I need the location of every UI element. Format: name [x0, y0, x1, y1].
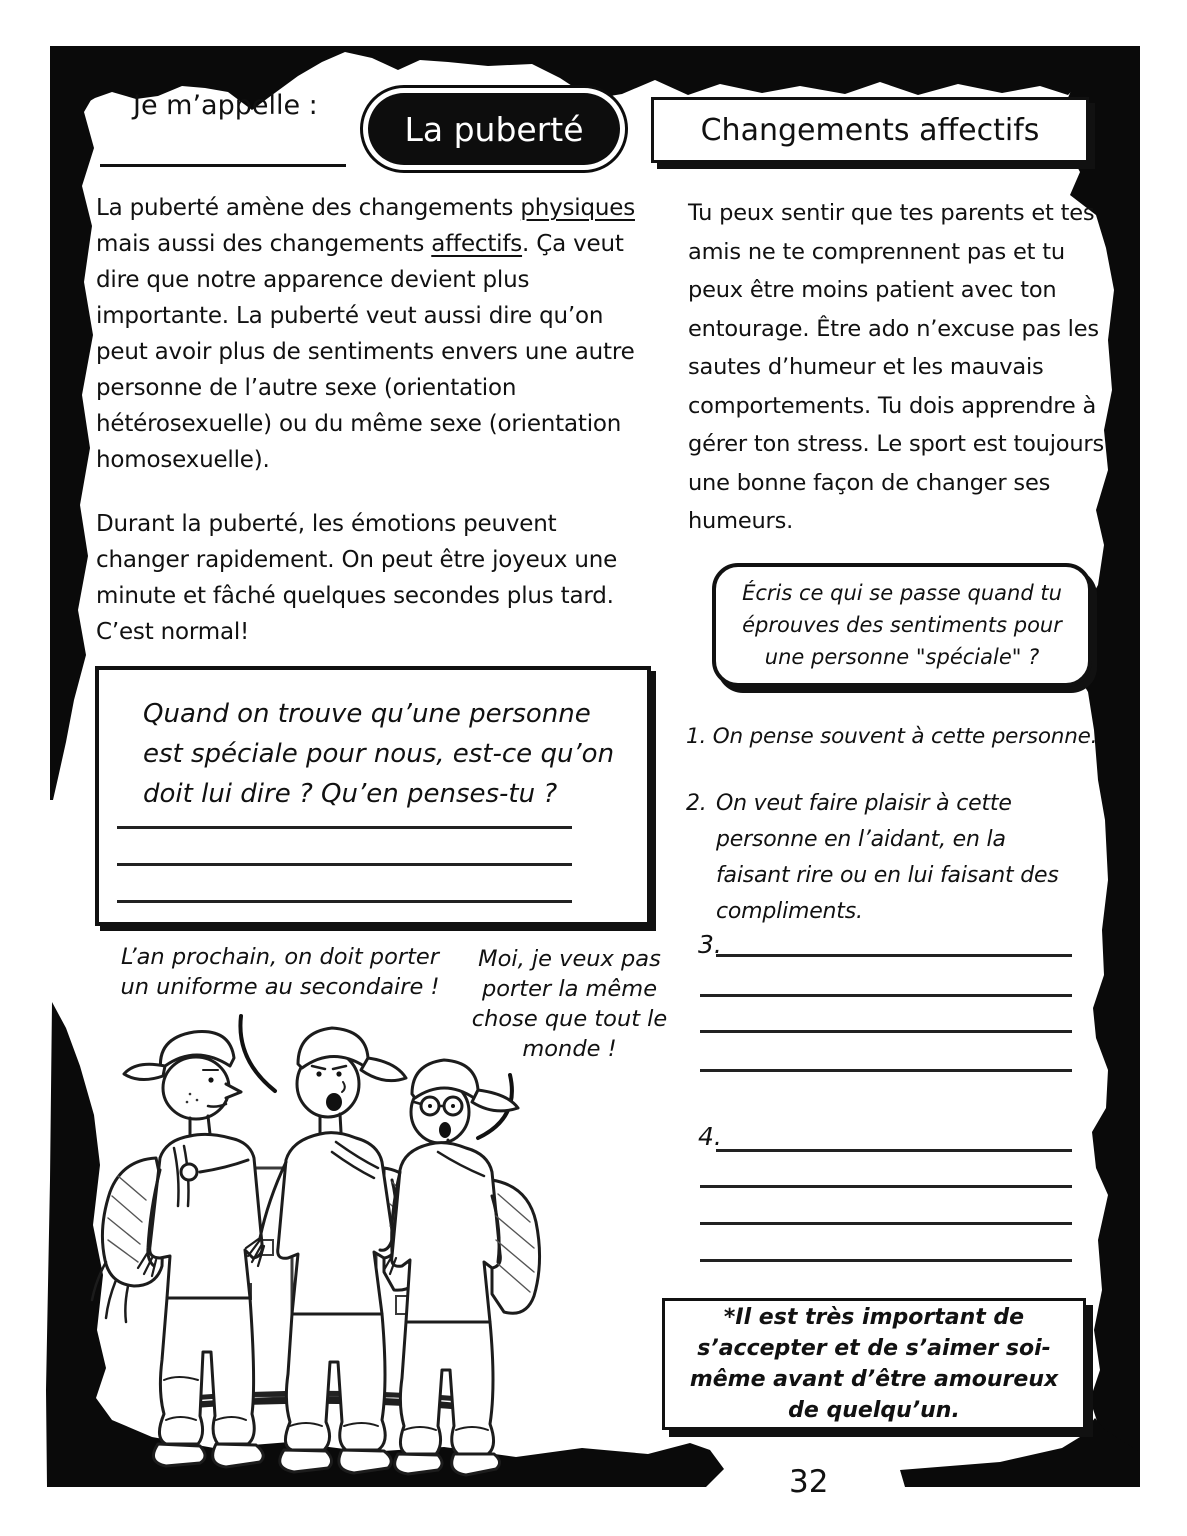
intro-text: La puberté amène des changements: [96, 195, 521, 221]
answer-line[interactable]: [700, 1069, 1072, 1072]
speech-bubble-right: Moi, je veux pas porter la même chose que tout le monde !: [471, 946, 668, 1062]
note-box: [662, 1298, 1086, 1430]
prompt-text: Écris ce qui se passe quand tu éprouves des sentiments pour une personne "spéciale" ?: [742, 581, 1062, 669]
intro-text: mais aussi des changements: [96, 231, 432, 257]
question-text: Quand on trouve qu’une personne est spéciale pour nous, est-ce qu’on doit lui dire ? Qu’en penses-tu ?: [143, 699, 615, 809]
intro-text: . Ça veut dire que notre apparence devient plus importante. La puberté veut aussi dire qu’on peut avoir plus de sentiments envers une autre personne de l’autre sexe (orientation hétérosexuelle) ou du même sexe (orientation homosexuelle).: [96, 231, 635, 473]
list-item-3-number: 3.: [698, 930, 722, 959]
question-box: [95, 666, 651, 926]
answer-line[interactable]: [700, 1222, 1072, 1225]
answer-line[interactable]: [716, 1149, 1072, 1152]
note-text: *Il est très important de s’accepter et de s’aimer soi-même avant d’être amoureux de quelqu’un.: [689, 1305, 1059, 1423]
page-number: 32: [789, 1464, 829, 1500]
cartoon-illustration: [40, 1000, 680, 1480]
name-label: Je m’appelle :: [133, 90, 318, 121]
item-number: 2.: [686, 791, 707, 816]
section-title: Changements affectifs: [700, 112, 1040, 148]
underlined-word-affectifs: affectifs: [431, 231, 523, 257]
list-item-4-number: 4.: [698, 1122, 722, 1151]
answer-line[interactable]: [700, 994, 1072, 997]
boy-left: [92, 1032, 263, 1467]
answer-line[interactable]: [117, 863, 572, 866]
answer-line[interactable]: [117, 900, 572, 903]
item-text: On veut faire plaisir à cette personne en l’aidant, en la faisant rire ou en lui faisant des compliments.: [716, 791, 1059, 924]
intro-paragraph: [96, 190, 656, 478]
underlined-word-physiques: physiques: [520, 195, 635, 221]
affective-changes-paragraph: Tu peux sentir que tes parents et tes amis ne te comprennent pas et tu peux être moins patient avec ton entourage. Être ado n’excuse pas les sautes d’humeur et les mauvais comportements. Tu dois apprendre à gérer ton stress. Le sport est toujours une bonne façon de changer ses humeurs.: [688, 200, 1104, 534]
answer-line[interactable]: [700, 1185, 1072, 1188]
emotions-paragraph: Durant la puberté, les émotions peuvent changer rapidement. On peut être joyeux une minute et fâché quelques secondes plus tard. C’est normal!: [96, 511, 618, 645]
item-text: On pense souvent à cette personne.: [712, 724, 1098, 749]
answer-line[interactable]: [117, 826, 572, 829]
list-item-1: [686, 724, 1126, 749]
answer-line[interactable]: [700, 1259, 1072, 1262]
prompt-bubble: [712, 563, 1092, 687]
answer-line[interactable]: [700, 1030, 1072, 1033]
section-title-box: [651, 97, 1089, 163]
list-item-2: [686, 786, 1068, 930]
title-badge-label: La puberté: [368, 93, 620, 165]
item-number: 1.: [686, 724, 707, 749]
name-answer-line[interactable]: [100, 132, 346, 167]
answer-line[interactable]: [716, 954, 1072, 957]
speech-bubble-left: L’an prochain, on doit porter un uniforme au secondaire !: [120, 944, 440, 1000]
title-badge: [360, 85, 628, 173]
